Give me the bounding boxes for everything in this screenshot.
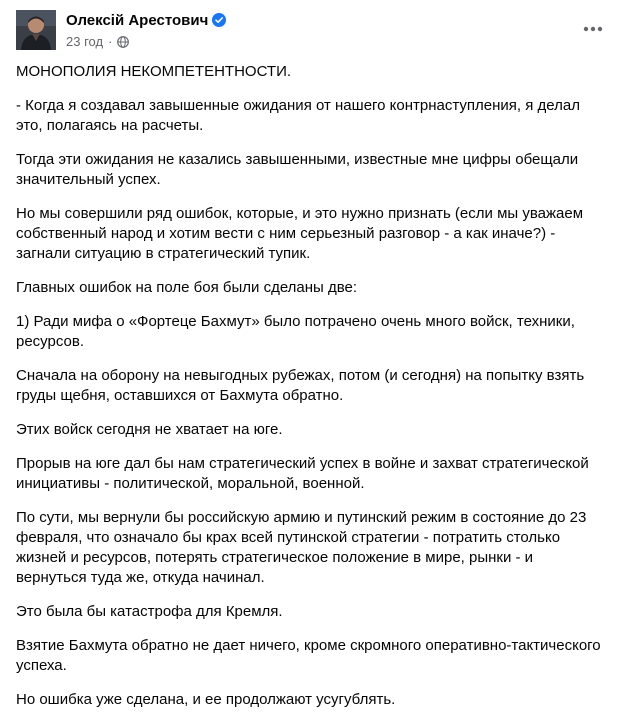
avatar[interactable] [16,10,56,50]
post-text [16,62,606,724]
post-paragraph: Но ошибка уже сделана, и ее продолжают усугублять. [16,691,396,708]
post-paragraph: Но мы совершили ряд ошибок, которые, и это нужно признать (если мы уважаем собственный народ и хотим вести с ним серьезный разговор - а как иначе?) - загнали ситуацию в стратегический тупик. [16,205,584,262]
post-header [16,6,226,54]
post-paragraph: 1) Ради мифа о «Фортеце Бахмут» было потрачено очень много войск, техники, ресурсов. [16,313,575,350]
post-paragraph: По сути, мы вернули бы российскую армию и путинский режим в состояние до 23 февраля, что означало бы крах всей путинской стратегии - потратить столько жизней и ресурсов, потерять стратегическое положение в мире, рынки - и вернуться туда же, откуда начинал. [16,509,587,586]
verified-badge-icon [212,13,226,27]
post-paragraph: Это была бы катастрофа для Кремля. [16,603,283,620]
avatar-image [16,10,56,50]
post-paragraph: МОНОПОЛИЯ НЕКОМПЕТЕНТНОСТИ. [16,63,292,80]
post-paragraph: Сначала на оборону на невыгодных рубежах, потом (и сегодня) на попытку взять груды щебня, оставшихся от Бахмута обратно. [16,367,585,404]
post-meta [66,10,226,50]
post-paragraph: Взятие Бахмута обратно не дает ничего, кроме скромного оперативно-тактического успеха. [16,637,601,674]
timestamp-row [66,32,226,50]
ellipsis-icon [583,19,603,37]
post-paragraph: Главных ошибок на поле боя были сделаны две: [16,279,358,296]
post-paragraph: Прорыв на юге дал бы нам стратегический успех в войне и захват стратегической инициативы - политической, моральной, военной. [16,455,589,492]
globe-icon[interactable] [117,35,129,47]
post-paragraph: Этих войск сегодня не хватает на юге. [16,421,283,438]
post-paragraph: Тогда эти ожидания не казались завышенными, известные мне цифры обещали значительный успех. [16,151,579,188]
more-options-button[interactable] [579,14,607,42]
separator-dot: · [108,33,113,49]
author-name[interactable]: Олексій Арестович [66,11,209,29]
post-paragraph: - Когда я создавал завышенные ожидания от нашего контрнаступления, я делал это, полагаясь на расчеты. [16,97,580,134]
name-row [66,10,226,30]
post-timestamp[interactable]: 23 год [66,33,104,49]
